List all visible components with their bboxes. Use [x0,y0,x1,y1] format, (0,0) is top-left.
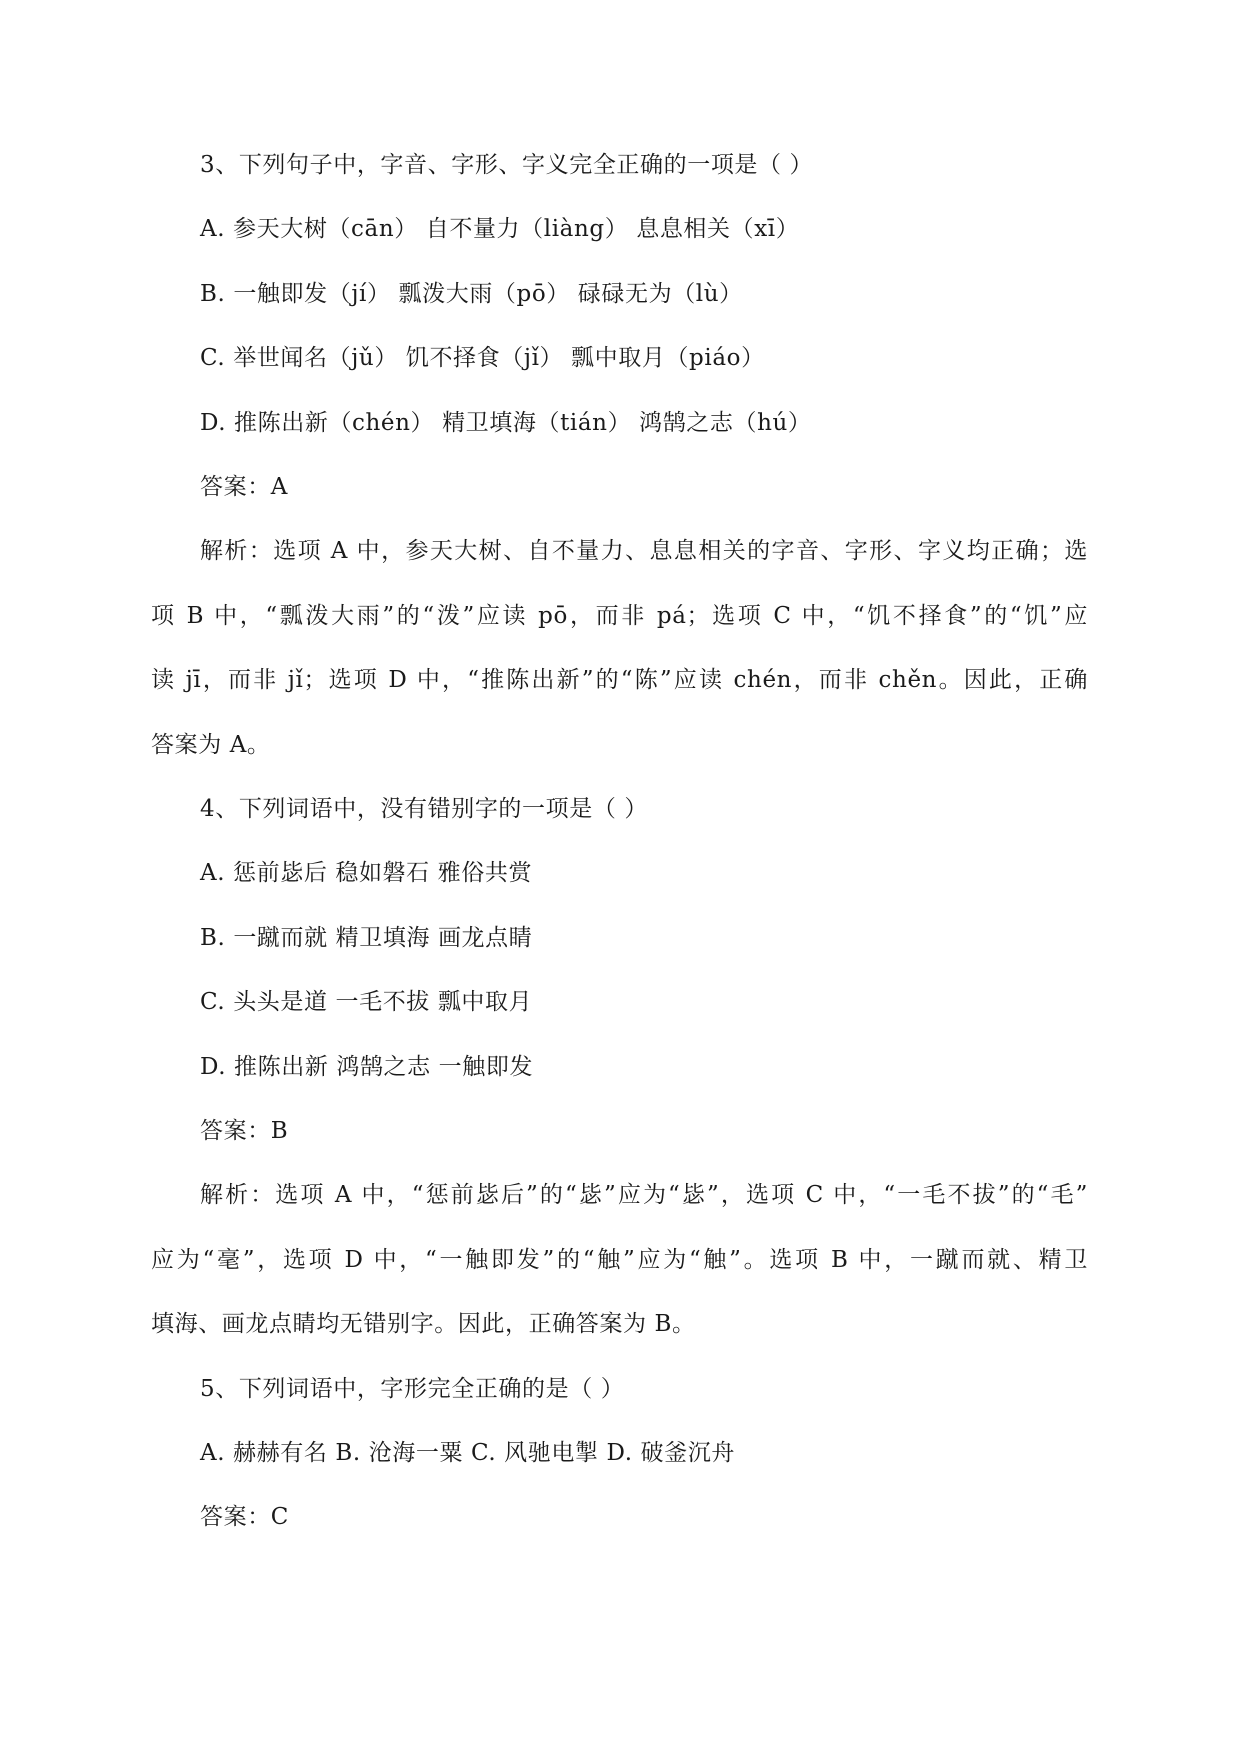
q4-option-c: C. 头头是道 一毛不拔 瓢中取月 [200,989,533,1015]
q4-analysis-line: 填海、画龙点睛均无错别字。因此，正确答案为 B。 [151,1311,696,1337]
q5-stem: 5、下列词语中，字形完全正确的是（ ） [200,1376,625,1402]
q3-option-a: A. 参天大树（cān） 自不量力（liàng） 息息相关（xī） [200,216,800,242]
q4-answer: 答案：B [200,1118,289,1144]
q3-option-b: B. 一触即发（jí） 瓢泼大雨（pō） 碌碌无为（lù） [200,281,743,307]
q4-option-a: A. 惩前毖后 稳如磐石 雅俗共赏 [200,860,533,886]
q3-analysis-line: 答案为 A。 [151,732,271,758]
q4-option-b: B. 一蹴而就 精卫填海 画龙点睛 [200,925,533,951]
q4-stem: 4、下列词语中，没有错别字的一项是（ ） [200,796,648,822]
q3-option-d: D. 推陈出新（chén） 精卫填海（tián） 鸿鹄之志（hú） [200,410,812,436]
q3-option-c: C. 举世闻名（jǔ） 饥不择食（jǐ） 瓢中取月（piáo） [200,345,765,371]
q5-options: A. 赫赫有名 B. 沧海一粟 C. 风驰电掣 D. 破釜沉舟 [200,1440,735,1466]
q4-option-d: D. 推陈出新 鸿鹄之志 一触即发 [200,1054,534,1080]
q3-analysis-line: 解析：选项 A 中，参天大树、自不量力、息息相关的字音、字形、字义均正确；选 [200,538,1088,564]
q4-analysis-line: 应为“毫”，选项 D 中，“一触即发”的“触”应为“触”。选项 B 中，一蹴而就、精卫 [151,1247,1088,1273]
q3-stem: 3、下列句子中，字音、字形、字义完全正确的一项是（ ） [200,152,814,178]
q5-answer: 答案：C [200,1504,289,1530]
q3-analysis-line: 读 jī，而非 jǐ；选项 D 中，“推陈出新”的“陈”应读 chén，而非 chěn。因此，正确 [151,667,1088,693]
q3-analysis-line: 项 B 中，“瓢泼大雨”的“泼”应读 pō，而非 pá；选项 C 中，“饥不择食”的“饥”应 [151,603,1088,629]
q3-answer: 答案：A [200,474,289,500]
q4-analysis-line: 解析：选项 A 中，“惩前毖后”的“毖”应为“毖”，选项 C 中，“一毛不拔”的“毛” [200,1182,1088,1208]
